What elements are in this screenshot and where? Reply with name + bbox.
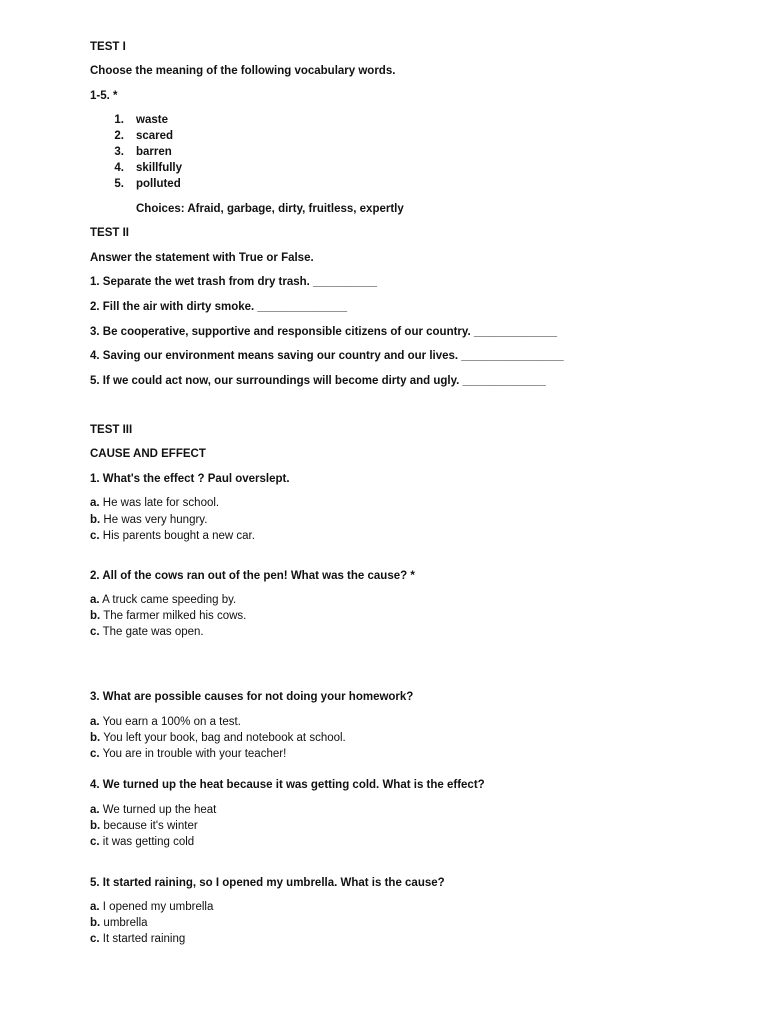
option-label: c. (90, 836, 100, 848)
option-label: a. (90, 716, 100, 728)
test1-range: 1-5. * (90, 90, 118, 102)
answer-option (90, 731, 346, 745)
question: 4. We turned up the heat because it was getting cold. What is the effect? (90, 779, 485, 791)
test1-heading: TEST I (90, 41, 126, 53)
vocab-word: skillfully (136, 162, 183, 174)
test1-instruction: Choose the meaning of the following vocabulary words. (90, 65, 396, 77)
option-text: because it's winter (100, 820, 198, 832)
answer-option (90, 819, 198, 833)
answer-option (90, 593, 236, 607)
true-false-item: 4. Saving our environment means saving our country and our lives. ________________ (90, 350, 564, 362)
option-text: You left your book, bag and notebook at school. (100, 732, 346, 744)
question: 3. What are possible causes for not doing your homework? (90, 691, 414, 703)
option-label: b. (90, 917, 101, 929)
option-text: It started raining (99, 933, 186, 945)
option-label: c. (90, 748, 100, 760)
option-text: it was getting cold (99, 836, 195, 848)
answer-option (90, 625, 204, 639)
option-label: b. (90, 514, 101, 526)
true-false-item: 2. Fill the air with dirty smoke. ______________ (90, 301, 347, 313)
answer-option (90, 803, 216, 817)
true-false-item: 3. Be cooperative, supportive and responsible citizens of our country. _____________ (90, 326, 557, 338)
option-label: c. (90, 933, 100, 945)
answer-option (90, 835, 194, 849)
option-text: You are in trouble with your teacher! (99, 748, 287, 760)
answer-option (90, 529, 255, 543)
vocab-number: 4. (114, 162, 124, 174)
answer-option (90, 715, 241, 729)
test2-heading: TEST II (90, 227, 129, 239)
test3-subheading: CAUSE AND EFFECT (90, 448, 206, 460)
option-label: c. (90, 626, 100, 638)
test3-heading: TEST III (90, 424, 133, 436)
answer-option (90, 916, 148, 930)
option-label: b. (90, 820, 101, 832)
answer-option (90, 900, 213, 914)
option-label: b. (90, 610, 101, 622)
option-text: A truck came speeding by. (99, 594, 237, 606)
vocab-choices: Choices: Afraid, garbage, dirty, fruitless, expertly (136, 203, 404, 215)
option-text: The farmer milked his cows. (100, 610, 247, 622)
option-text: He was late for school. (99, 497, 220, 509)
option-label: a. (90, 901, 100, 913)
option-text: He was very hungry. (100, 514, 208, 526)
true-false-item: 1. Separate the wet trash from dry trash. __________ (90, 276, 378, 288)
option-label: a. (90, 804, 100, 816)
answer-option (90, 932, 185, 946)
option-text: We turned up the heat (99, 804, 217, 816)
answer-option (90, 609, 246, 623)
test2-instruction: Answer the statement with True or False. (90, 252, 314, 264)
option-label: a. (90, 594, 100, 606)
vocab-word: barren (136, 146, 172, 158)
vocab-word: waste (136, 114, 168, 126)
vocab-word: scared (136, 130, 174, 142)
vocab-number: 5. (114, 178, 124, 190)
answer-option (90, 496, 219, 510)
option-text: The gate was open. (99, 626, 204, 638)
option-text: I opened my umbrella (99, 901, 214, 913)
vocab-number: 1. (114, 114, 124, 126)
question: 5. It started raining, so I opened my umbrella. What is the cause? (90, 877, 445, 889)
vocab-word: polluted (136, 178, 181, 190)
option-label: a. (90, 497, 100, 509)
option-text: His parents bought a new car. (99, 530, 255, 542)
option-label: b. (90, 732, 101, 744)
question: 2. All of the cows ran out of the pen! What was the cause? * (90, 570, 415, 582)
answer-option (90, 747, 286, 761)
true-false-item: 5. If we could act now, our surroundings will become dirty and ugly. _____________ (90, 375, 546, 387)
option-text: You earn a 100% on a test. (99, 716, 241, 728)
answer-option (90, 513, 207, 527)
question: 1. What's the effect ? Paul overslept. (90, 473, 290, 485)
vocab-number: 2. (114, 130, 124, 142)
vocab-number: 3. (114, 146, 124, 158)
option-text: umbrella (100, 917, 148, 929)
option-label: c. (90, 530, 100, 542)
